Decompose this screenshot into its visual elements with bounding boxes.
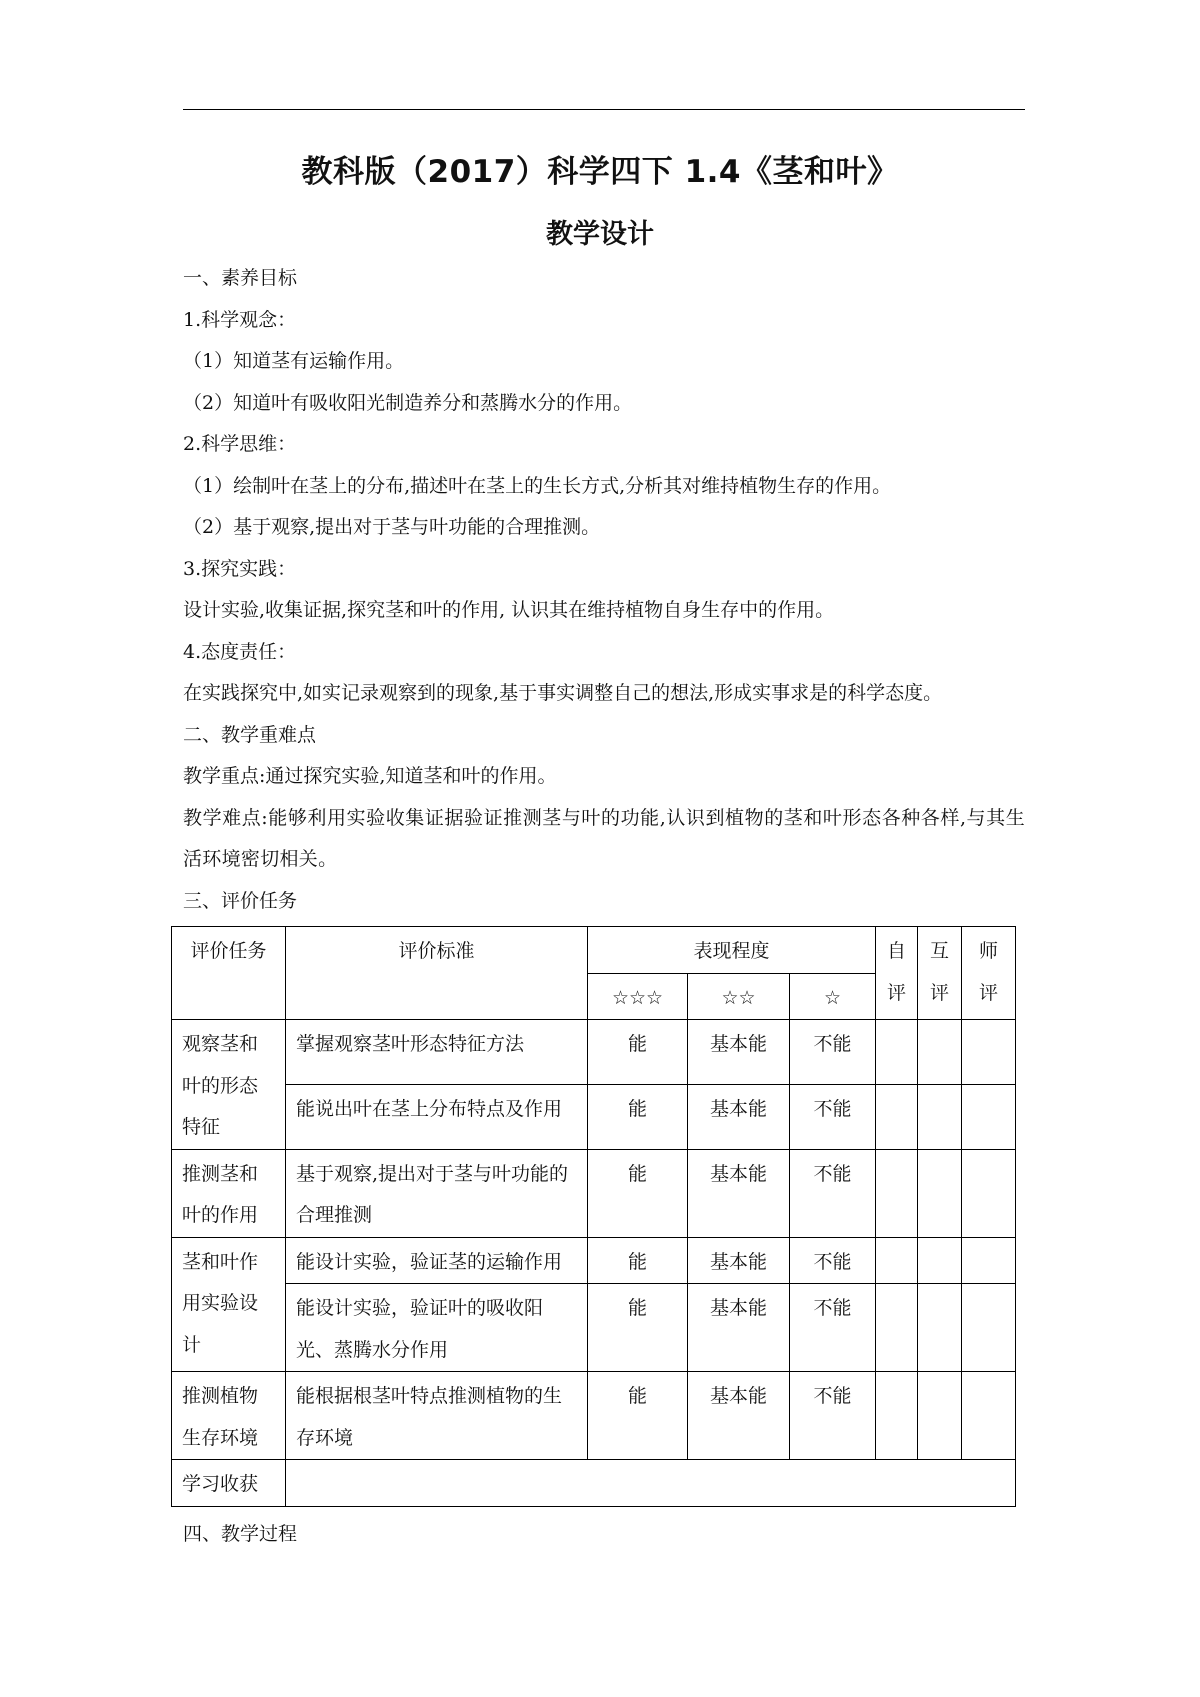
standard-cell: 能说出叶在茎上分布特点及作用 [286, 1084, 588, 1149]
level2-cell: 基本能 [688, 1284, 790, 1372]
header-rule [183, 109, 1025, 110]
table-row [172, 1284, 1016, 1372]
level1-cell: 不能 [790, 1372, 876, 1460]
header-three-stars: ☆☆☆ [588, 973, 688, 1020]
peer-eval-cell[interactable] [918, 1149, 962, 1237]
peer-eval-cell[interactable] [918, 1084, 962, 1149]
level1-cell: 不能 [790, 1020, 876, 1085]
header-level: 表现程度 [588, 927, 876, 974]
task-cell: 茎和叶作用实验设计 [172, 1237, 286, 1372]
section-heading-goals: 一、素养目标 [183, 267, 298, 289]
level1-cell: 不能 [790, 1284, 876, 1372]
standard-cell: 能设计实验，验证叶的吸收阳光、蒸腾水分作用 [286, 1284, 588, 1372]
level3-cell: 能 [588, 1284, 688, 1372]
level1-cell: 不能 [790, 1084, 876, 1149]
teacher-eval-cell[interactable] [962, 1084, 1016, 1149]
table-row [172, 1149, 1016, 1237]
standard-cell: 能根据根茎叶特点推测植物的生存环境 [286, 1372, 588, 1460]
self-eval-cell[interactable] [876, 1084, 918, 1149]
document-subtitle: 教学设计 [546, 219, 654, 250]
evaluation-table [171, 926, 1016, 1507]
paragraph: 设计实验,收集证据,探究茎和叶的作用, 认识其在维持植物自身生存中的作用。 [183, 599, 835, 621]
document-title: 教科版（2017）科学四下 1.4《茎和叶》 [301, 154, 899, 190]
subheading-concept: 1.科学观念： [183, 308, 297, 331]
section-heading-evaluation: 三、评价任务 [183, 889, 298, 912]
teacher-eval-cell[interactable] [962, 1149, 1016, 1237]
header-teacher-eval-line2: 评 [979, 981, 999, 1004]
level2-cell: 基本能 [688, 1149, 790, 1237]
learning-gains-cell[interactable] [286, 1460, 1016, 1507]
teacher-eval-cell[interactable] [962, 1284, 1016, 1372]
self-eval-cell[interactable] [876, 1149, 918, 1237]
header-standard: 评价标准 [286, 927, 588, 1020]
peer-eval-cell[interactable] [918, 1020, 962, 1085]
section-heading-process: 四、教学过程 [183, 1523, 298, 1545]
standard-cell: 掌握观察茎叶形态特征方法 [286, 1020, 588, 1085]
self-eval-cell[interactable] [876, 1372, 918, 1460]
paragraph: 在实践探究中,如实记录观察到的现象,基于事实调整自己的想法,形成实事求是的科学态度。 [183, 682, 943, 704]
learning-gains-label: 学习收获 [172, 1460, 286, 1507]
paragraph: （1）绘制叶在茎上的分布,描述叶在茎上的生长方式,分析其对维持植物生存的作用。 [183, 474, 892, 497]
level2-cell: 基本能 [688, 1020, 790, 1085]
section-heading-keypoints: 二、教学重难点 [183, 723, 317, 746]
level3-cell: 能 [588, 1084, 688, 1149]
level2-cell: 基本能 [688, 1237, 790, 1284]
paragraph: （1）知道茎有运输作用。 [183, 350, 405, 372]
table-row [172, 1237, 1016, 1284]
header-peer-eval [918, 927, 962, 1020]
header-one-star: ☆ [790, 973, 876, 1020]
header-peer-eval-line1: 互 [930, 940, 950, 962]
self-eval-cell[interactable] [876, 1284, 918, 1372]
task-cell: 观察茎和叶的形态特征 [172, 1020, 286, 1150]
peer-eval-cell[interactable] [918, 1372, 962, 1460]
header-self-eval [876, 927, 918, 1020]
table-row [172, 1020, 1016, 1085]
self-eval-cell[interactable] [876, 1020, 918, 1085]
header-peer-eval-line2: 评 [930, 981, 950, 1004]
header-teacher-eval-line1: 师 [979, 940, 999, 962]
subheading-attitude: 4.态度责任： [183, 640, 297, 663]
level1-cell: 不能 [790, 1237, 876, 1284]
standard-cell: 基于观察,提出对于茎与叶功能的合理推测 [286, 1149, 588, 1237]
header-self-eval-line1: 自 [887, 940, 907, 962]
teacher-eval-cell[interactable] [962, 1020, 1016, 1085]
header-task: 评价任务 [172, 927, 286, 1020]
teacher-eval-cell[interactable] [962, 1372, 1016, 1460]
header-two-stars: ☆☆ [688, 973, 790, 1020]
paragraph: 教学难点:能够利用实验收集证据验证推测茎与叶的功能,认识到植物的茎和叶形态各种各样,与其生活环境密切相关。 [183, 806, 1025, 870]
task-cell: 推测植物生存环境 [172, 1372, 286, 1460]
teacher-eval-cell[interactable] [962, 1237, 1016, 1284]
table-row [172, 1084, 1016, 1149]
level1-cell: 不能 [790, 1149, 876, 1237]
level2-cell: 基本能 [688, 1084, 790, 1149]
table-row [172, 1372, 1016, 1460]
table-row-learning-gains [172, 1460, 1016, 1507]
subheading-practice: 3.探究实践： [183, 557, 297, 580]
document-body [183, 258, 1025, 922]
header-self-eval-line2: 评 [887, 981, 907, 1004]
subheading-thinking: 2.科学思维： [183, 433, 297, 455]
level2-cell: 基本能 [688, 1372, 790, 1460]
level3-cell: 能 [588, 1020, 688, 1085]
task-cell: 推测茎和叶的作用 [172, 1149, 286, 1237]
paragraph: 教学重点:通过探究实验,知道茎和叶的作用。 [183, 765, 557, 787]
paragraph: （2）知道叶有吸收阳光制造养分和蒸腾水分的作用。 [183, 391, 633, 414]
level3-cell: 能 [588, 1372, 688, 1460]
paragraph: （2）基于观察,提出对于茎与叶功能的合理推测。 [183, 516, 601, 538]
standard-cell: 能设计实验，验证茎的运输作用 [286, 1237, 588, 1284]
level3-cell: 能 [588, 1149, 688, 1237]
peer-eval-cell[interactable] [918, 1237, 962, 1284]
peer-eval-cell[interactable] [918, 1284, 962, 1372]
self-eval-cell[interactable] [876, 1237, 918, 1284]
level3-cell: 能 [588, 1237, 688, 1284]
header-teacher-eval [962, 927, 1016, 1020]
